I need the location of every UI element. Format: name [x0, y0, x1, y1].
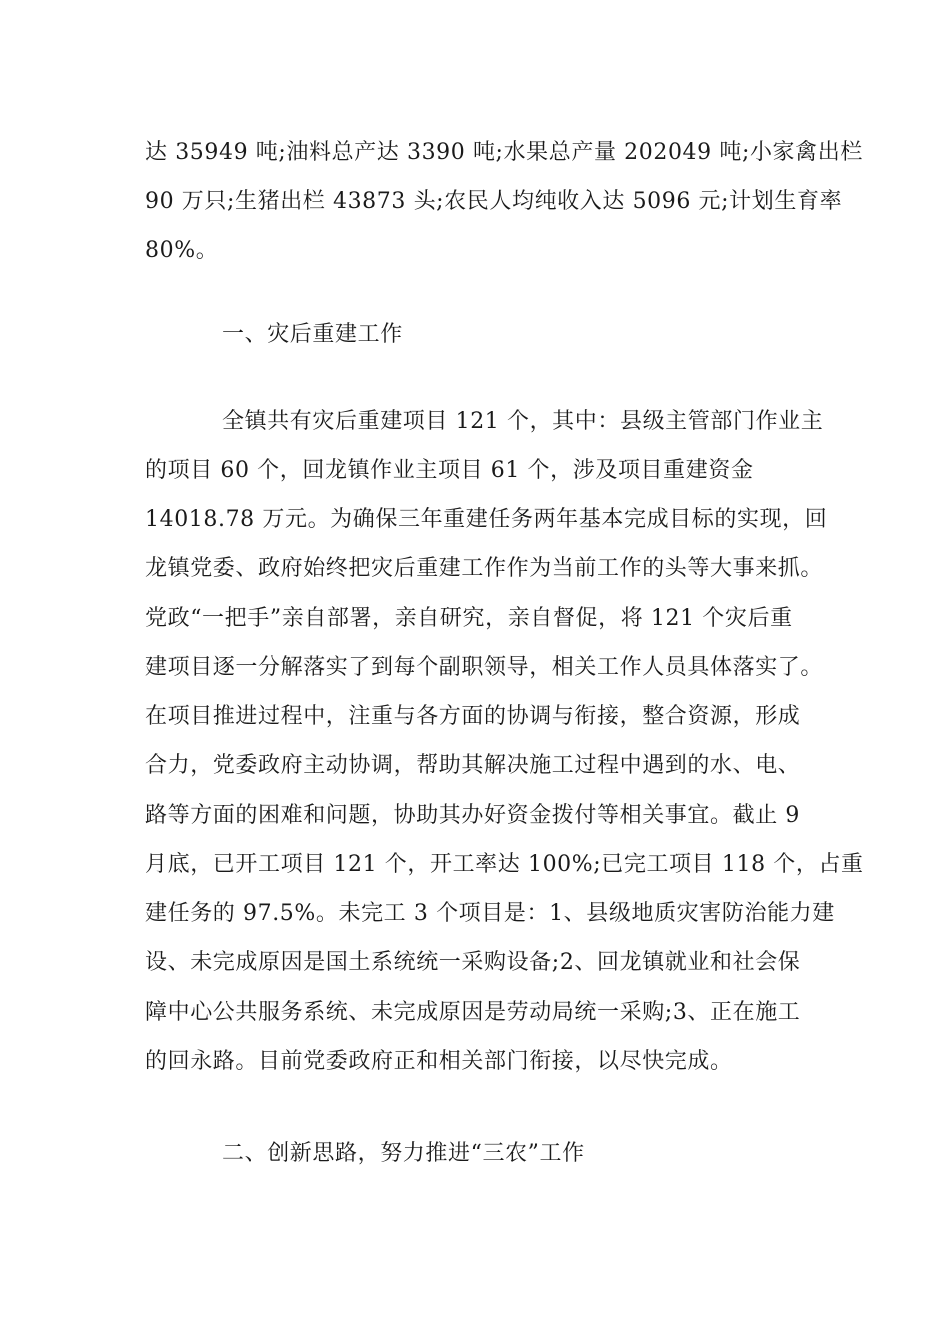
text-line: 全镇共有灾后重建项目 121 个，其中：县级主管部门作业主: [222, 409, 824, 434]
text-line: 达 35949 吨;油料总产达 3390 吨;水果总产量 202049 吨;小家禽出栏: [145, 140, 863, 165]
text-line: 路等方面的困难和问题，协助其办好资金拨付等相关事宜。截止 9: [145, 803, 800, 828]
text-line: 的回永路。目前党委政府正和相关部门衔接，以尽快完成。: [145, 1049, 733, 1074]
section-heading-2: 二、创新思路，努力推进“三农”工作: [222, 1141, 585, 1166]
text-line: 14018.78 万元。为确保三年重建任务两年基本完成目标的实现，回: [145, 507, 828, 532]
text-line: 障中心公共服务系统、未完成原因是劳动局统一采购;3、正在施工: [145, 1000, 801, 1025]
text-line: 在项目推进过程中，注重与各方面的协调与衔接，整合资源，形成: [145, 704, 801, 729]
text-line: 龙镇党委、政府始终把灾后重建工作作为当前工作的头等大事来抓。: [145, 556, 824, 581]
text-line: 合力，党委政府主动协调，帮助其解决施工过程中遇到的水、电、: [145, 753, 801, 778]
text-line: 建项目逐一分解落实了到每个副职领导，相关工作人员具体落实了。: [145, 655, 824, 680]
section-heading-1: 一、灾后重建工作: [222, 322, 403, 347]
text-line: 设、未完成原因是国土系统统一采购设备;2、回龙镇就业和社会保: [145, 950, 801, 975]
text-line: 建任务的 97.5%。未完工 3 个项目是：1、县级地质灾害防治能力建: [145, 901, 835, 926]
text-line: 90 万只;生猪出栏 43873 头;农民人均纯收入达 5096 元;计划生育率: [145, 189, 843, 214]
text-line: 的项目 60 个，回龙镇作业主项目 61 个，涉及项目重建资金: [145, 458, 754, 483]
text-line: 党政“一把手”亲自部署，亲自研究，亲自督促，将 121 个灾后重: [145, 606, 793, 631]
text-line: 月底，已开工项目 121 个，开工率达 100%;已完工项目 118 个，占重: [145, 852, 864, 877]
text-line: 80%。: [145, 238, 219, 263]
